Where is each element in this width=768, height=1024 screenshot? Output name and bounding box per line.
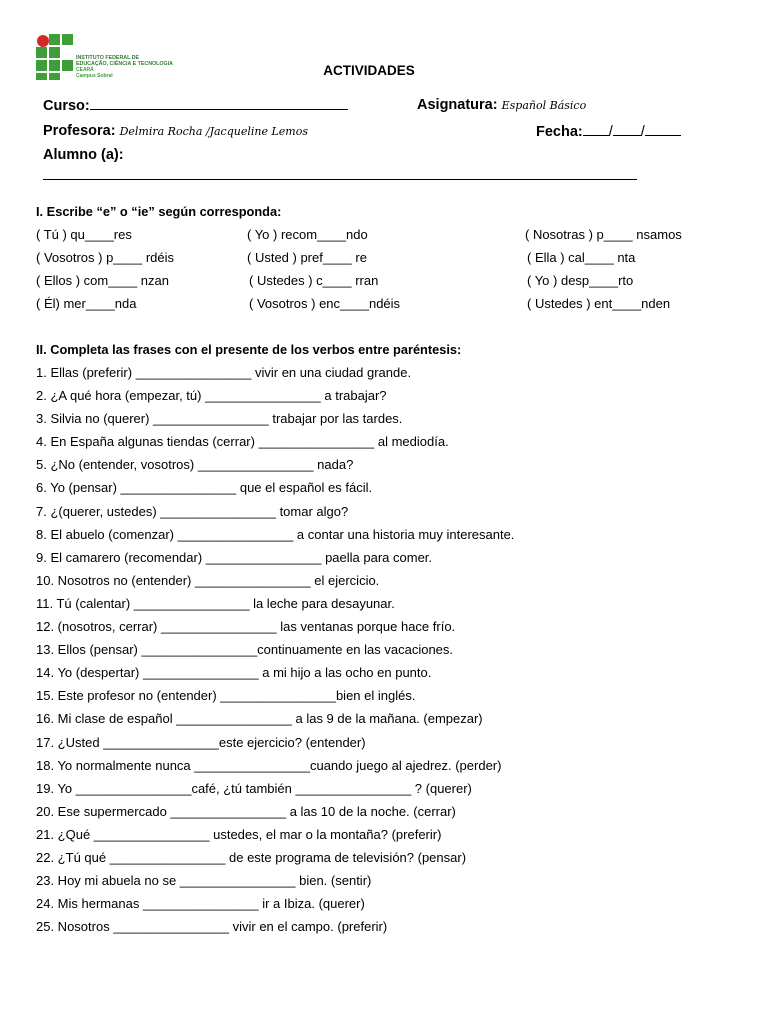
- asignatura-label: Asignatura:: [417, 97, 498, 113]
- fecha-month-blank[interactable]: [613, 123, 641, 136]
- logo-line-2: EDUCAÇÃO, CIÊNCIA E TECNOLOGIA: [76, 61, 173, 67]
- alumno-blank[interactable]: [43, 179, 637, 180]
- exercise-1-item: ( Vosotros ) enc____ndéis: [249, 296, 401, 311]
- exercise-1-item: ( Usted ) pref____ re: [247, 250, 367, 265]
- fecha-row: [536, 123, 681, 140]
- profesora-value: Delmira Rocha /Jacqueline Lemos: [119, 125, 308, 138]
- logo-square: [49, 47, 60, 58]
- section-2-title: II. Completa las frases con el presente de los verbos entre paréntesis:: [36, 342, 462, 357]
- list-item: 24. Mis hermanas ________________ ir a Ibiza. (querer): [36, 896, 365, 912]
- profesora-row: [43, 123, 308, 139]
- logo-line-4: Campus Sobral: [76, 73, 113, 79]
- list-item: 10. Nosotros no (entender) ________________ el ejercicio.: [36, 572, 380, 588]
- list-item: 19. Yo ________________café, ¿tú también ________________ ? (querer): [36, 780, 472, 796]
- exercise-1-item: ( Vosotros ) p____ rdéis: [36, 250, 175, 265]
- list-item: 21. ¿Qué ________________ ustedes, el mar o la montaña? (preferir): [36, 826, 442, 842]
- exercise-1-item: ( Nosotras ) p____ nsamos: [525, 227, 682, 242]
- list-item: 1. Ellas (preferir) ________________ vivir en una ciudad grande.: [36, 365, 412, 380]
- list-item: 25. Nosotros ________________ vivir en el campo. (preferir): [36, 919, 388, 935]
- list-item: 3. Silvia no (querer) ________________ trabajar por las tardes.: [36, 411, 403, 427]
- exercise-1-item: ( Tú ) qu____res: [36, 227, 132, 242]
- exercise-2-list: [36, 365, 514, 942]
- fecha-label: Fecha:: [536, 124, 583, 140]
- exercise-1-item: ( Él) mer____nda: [36, 296, 137, 311]
- exercise-1-item: ( Yo ) desp____rto: [527, 273, 634, 288]
- profesora-label: Profesora:: [43, 123, 116, 139]
- exercise-1-item: ( Ella ) cal____ nta: [527, 250, 636, 265]
- list-item: 7. ¿(querer, ustedes) ________________ tomar algo?: [36, 503, 349, 519]
- curso-label: Curso:: [43, 98, 90, 114]
- list-item: 2. ¿A qué hora (empezar, tú) ________________ a trabajar?: [36, 388, 387, 404]
- exercise-1-item: ( Ellos ) com____ nzan: [36, 273, 169, 288]
- fecha-separator: /: [640, 124, 645, 140]
- logo-square: [62, 34, 73, 45]
- list-item: 22. ¿Tú qué ________________ de este programa de televisión? (pensar): [36, 849, 467, 865]
- list-item: 16. Mi clase de español ________________ a las 9 de la mañana. (empezar): [36, 711, 483, 727]
- logo-square: [49, 34, 60, 45]
- list-item: 14. Yo (despertar) ________________ a mi hijo a las ocho en punto.: [36, 665, 432, 681]
- list-item: 11. Tú (calentar) ________________ la leche para desayunar.: [36, 595, 395, 611]
- alumno-label: Alumno (a):: [43, 147, 124, 163]
- list-item: 6. Yo (pensar) ________________ que el español es fácil.: [36, 480, 373, 496]
- asignatura-row: [417, 97, 586, 113]
- asignatura-value: Español Básico: [501, 99, 587, 112]
- logo-red-dot: [37, 35, 49, 47]
- exercise-1-item: ( Ustedes ) ent____nden: [527, 296, 671, 311]
- exercise-1-item: ( Yo ) recom____ndo: [247, 227, 368, 242]
- logo-square: [36, 47, 47, 58]
- list-item: 18. Yo normalmente nunca ________________cuando juego al ajedrez. (perder): [36, 757, 502, 773]
- list-item: 4. En España algunas tiendas (cerrar) ________________ al mediodía.: [36, 434, 449, 450]
- fecha-year-blank[interactable]: [645, 123, 681, 136]
- list-item: 23. Hoy mi abuela no se ________________ bien. (sentir): [36, 873, 372, 889]
- list-item: 5. ¿No (entender, vosotros) ________________ nada?: [36, 457, 354, 473]
- list-item: 12. (nosotros, cerrar) ________________ las ventanas porque hace frío.: [36, 619, 456, 635]
- logo-line-3: CEARÁ: [76, 67, 94, 73]
- fecha-day-blank[interactable]: [583, 123, 609, 136]
- exercise-1-item: ( Ustedes ) c____ rran: [249, 273, 379, 288]
- curso-blank[interactable]: [90, 97, 348, 110]
- page-title: ACTIVIDADES: [323, 63, 415, 78]
- list-item: 15. Este profesor no (entender) ________________bien el inglés.: [36, 688, 416, 704]
- list-item: 13. Ellos (pensar) ________________continuamente en las vacaciones.: [36, 642, 454, 658]
- list-item: 8. El abuelo (comenzar) ________________ a contar una historia muy interesante.: [36, 526, 515, 542]
- list-item: 17. ¿Usted ________________este ejercicio? (entender): [36, 734, 366, 750]
- list-item: 9. El camarero (recomendar) ________________ paella para comer.: [36, 549, 433, 565]
- logo-line-1: INSTITUTO FEDERAL DE: [76, 55, 140, 61]
- fecha-separator: /: [608, 124, 613, 140]
- curso-row: [43, 97, 348, 114]
- list-item: 20. Ese supermercado ________________ a las 10 de la noche. (cerrar): [36, 803, 456, 819]
- section-1-title: I. Escribe “e” o “ie” según corresponda:: [36, 204, 282, 219]
